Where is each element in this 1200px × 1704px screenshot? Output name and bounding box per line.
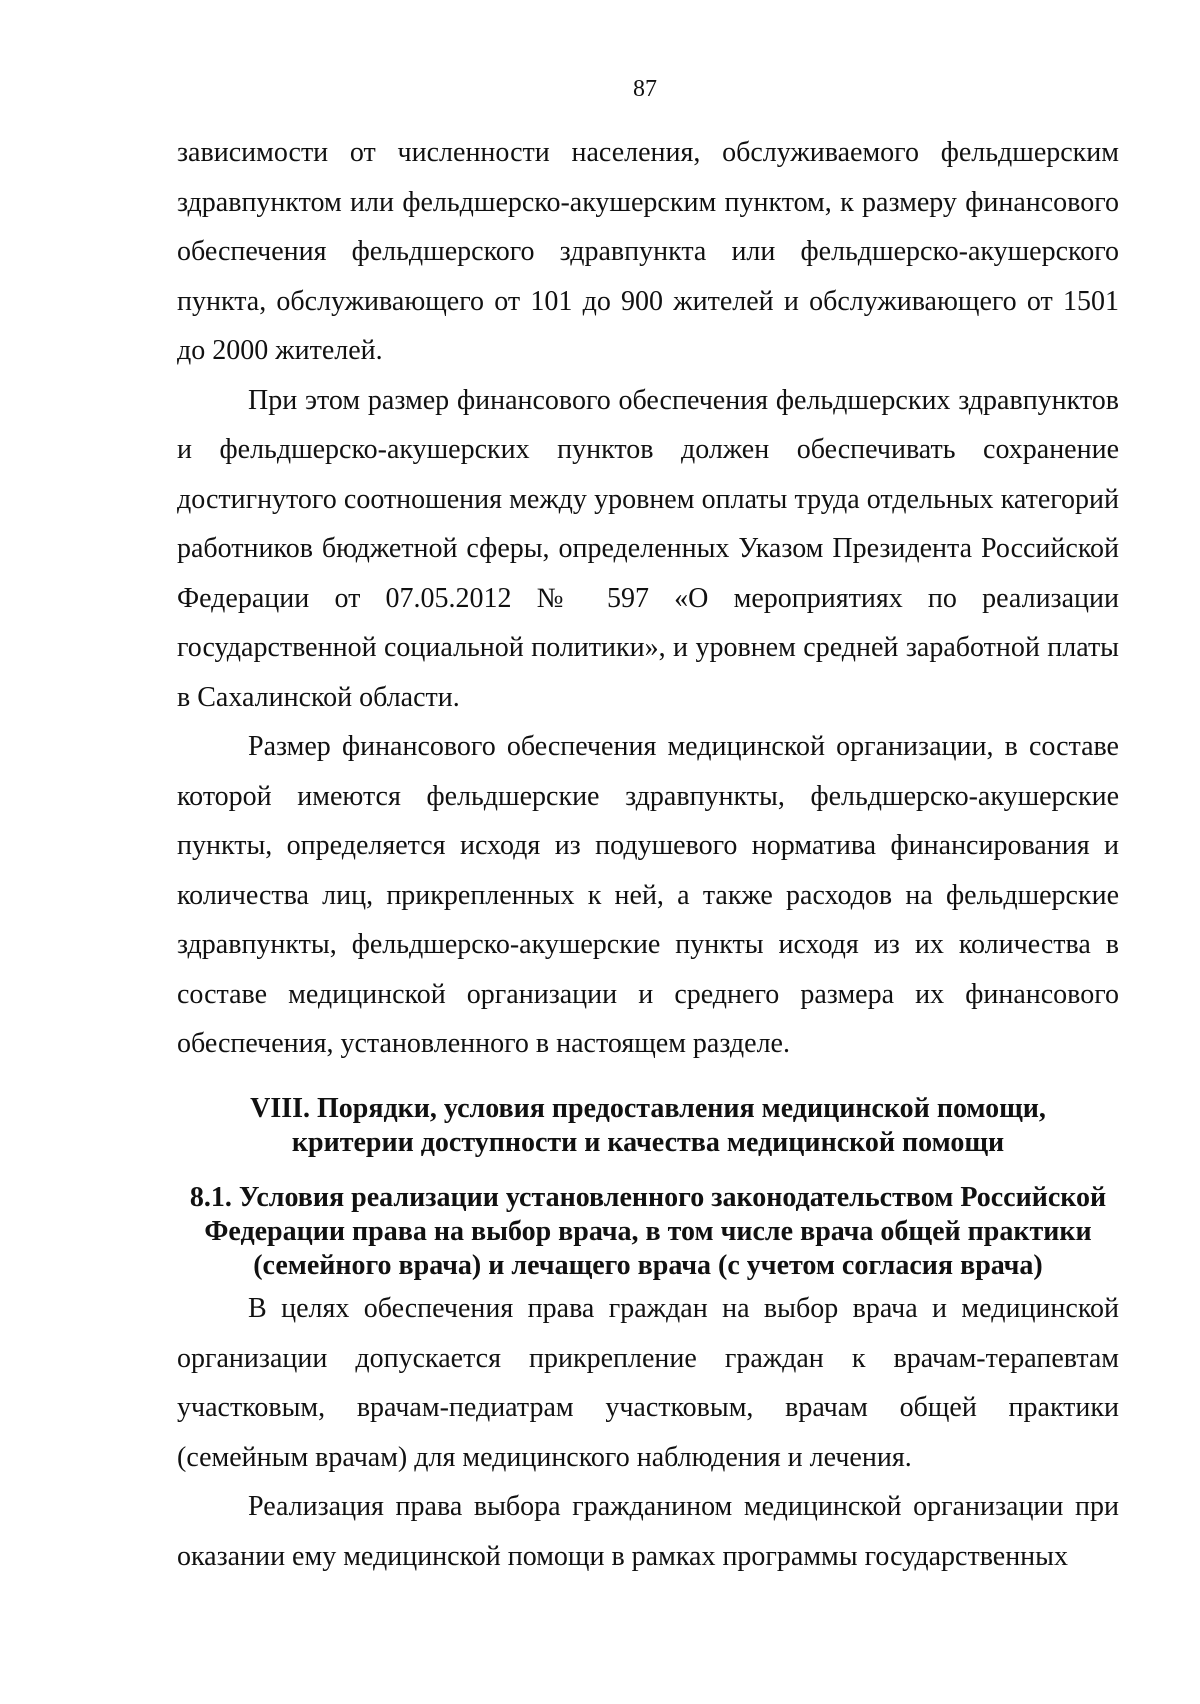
subsection-heading-line: 8.1. Условия реализации установленного законодательством Российской	[189, 1182, 1107, 1213]
subsection-heading	[177, 1181, 1119, 1283]
page-number: 87	[633, 76, 657, 102]
subsection-heading-line: (семейного врача) и лечащего врача (с учетом согласия врача)	[253, 1250, 1043, 1281]
paragraph-doctor-choice: В целях обеспечения права граждан на выбор врача и медицинской организации допускается прикрепление граждан к врачам-терапевтам участковым, врачам-педиатрам участковым, врачам общей практики (семейным врачам) для медицинского наблюдения и лечения.	[177, 1293, 1119, 1473]
paragraph-continuation: зависимости от численности населения, обслуживаемого фельдшерским здравпунктом или фельдшерско-акушерским пунктом, к размеру финансового обеспечения фельдшерского здравпункта или фельдшерско-акушерского пункта, обслуживающего от 101 до 900 жителей и обслуживающего от 1501 до 2000 жителей.	[177, 137, 1119, 366]
paragraph-funding-ratio: При этом размер финансового обеспечения фельдшерских здравпунктов и фельдшерско-акушерских пунктов должен обеспечивать сохранение достигнутого соотношения между уровнем оплаты труда отдельных категорий работников бюджетной сферы, определенных Указом Президента Российской Федерации от 07.05.2012 № 597 «О мероприятиях по реализации государственной социальной политики», и уровнем средней заработной платы в Сахалинской области.	[177, 384, 1119, 713]
body-text-bottom	[177, 1284, 1119, 1581]
section-heading-line: VIII. Порядки, условия предоставления медицинской помощи,	[250, 1093, 1046, 1124]
section-heading	[177, 1092, 1119, 1160]
section-heading-line: критерии доступности и качества медицинской помощи	[291, 1127, 1005, 1158]
paragraph-organization-choice: Реализация права выбора гражданином медицинской организации при оказании ему медицинской помощи в рамках программы государственных	[177, 1491, 1119, 1572]
subsection-heading-line: Федерации права на выбор врача, в том числе врача общей практики	[204, 1216, 1092, 1247]
paragraph-organization-funding: Размер финансового обеспечения медицинской организации, в составе которой имеются фельдшерские здравпункты, фельдшерско-акушерские пункты, определяется исходя из подушевого норматива финансирования и количества лиц, прикрепленных к ней, а также расходов на фельдшерские здравпункты, фельдшерско-акушерские пункты исходя из их количества в составе медицинской организации и среднего размера их финансового обеспечения, установленного в настоящем разделе.	[177, 731, 1119, 1059]
body-text-top	[177, 128, 1119, 1069]
